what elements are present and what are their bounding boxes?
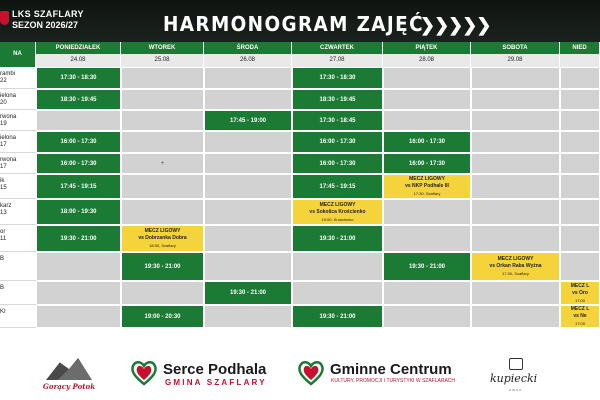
page-title: HARMONOGRAM ZAJĘĆ <box>163 12 424 36</box>
training-slot: 19:30 - 21:00 <box>204 281 292 305</box>
match-slot <box>560 281 600 305</box>
group-name: karz <box>0 203 12 209</box>
training-slot: 16:00 - 17:30 <box>292 131 383 153</box>
date-header <box>560 54 600 67</box>
training-slot: 19:30 - 21:00 <box>121 252 204 281</box>
empty-slot <box>560 153 600 174</box>
empty-slot <box>383 305 471 328</box>
match-time-place: 17:30, Szaflary <box>413 191 441 196</box>
group-name: KI <box>0 309 6 315</box>
empty-slot <box>560 225 600 252</box>
empty-slot <box>383 110 471 131</box>
match-opponent: vs Oro <box>572 289 588 296</box>
club-name: LKS SZAFLARY <box>12 9 84 19</box>
group-label <box>0 67 36 89</box>
empty-slot <box>204 153 292 174</box>
empty-slot <box>204 131 292 153</box>
training-slot: 17:30 - 18:30 <box>36 67 121 89</box>
empty-slot <box>204 67 292 89</box>
empty-slot <box>471 225 560 252</box>
group-name: rwona <box>0 114 17 120</box>
match-slot <box>560 305 600 328</box>
match-opponent: vs Sokolica Krościenko <box>309 208 366 215</box>
match-slot <box>292 199 383 225</box>
group-year: 19 <box>0 121 7 127</box>
training-slot: 16:00 - 17:30 <box>36 131 121 153</box>
empty-slot <box>560 199 600 225</box>
sponsor-name: Gorący Potok <box>42 382 96 391</box>
sponsor-subtitle: owoc <box>509 387 523 392</box>
training-slot: 19:30 - 21:00 <box>292 305 383 328</box>
training-slot: 19:30 - 21:00 <box>383 252 471 281</box>
match-time-place: 19:00, Krościenko <box>321 216 354 222</box>
first-column-header: NA <box>0 42 36 67</box>
match-slot <box>383 174 471 199</box>
date-header: 29.08 <box>471 54 560 67</box>
sponsor-goracy-potok <box>40 356 98 396</box>
day-header: PONIEDZIAŁEK <box>36 42 121 54</box>
sponsor-kupiecki <box>487 358 547 396</box>
chevrons-icon: ❯❯❯❯❯ <box>420 15 491 35</box>
group-label <box>0 281 36 305</box>
training-slot: 18:00 - 19:30 <box>36 199 121 225</box>
group-year: 17 <box>0 164 7 170</box>
group-year: 11 <box>0 236 7 242</box>
empty-slot <box>471 199 560 225</box>
empty-slot <box>204 252 292 281</box>
training-slot: 17:30 - 18:45 <box>292 110 383 131</box>
empty-slot <box>560 67 600 89</box>
training-slot: 17:45 - 19:15 <box>36 174 121 199</box>
match-label: MECZ LIGOWY <box>409 176 445 182</box>
training-slot: 18:30 - 19:45 <box>292 89 383 110</box>
group-year: 15 <box>0 185 7 191</box>
empty-slot <box>383 281 471 305</box>
match-time-place: 17:00 <box>574 297 585 303</box>
group-label <box>0 174 36 199</box>
training-slot: 18:30 - 19:45 <box>36 89 121 110</box>
day-header: ŚRODA <box>204 42 292 54</box>
match-opponent: vs Dobrzanka Dobra <box>138 235 187 241</box>
group-label <box>0 305 36 328</box>
group-name: ielona <box>0 93 17 99</box>
date-header: 24.08 <box>36 54 121 67</box>
training-slot: 16:00 - 17:30 <box>383 153 471 174</box>
group-name: B <box>0 256 5 262</box>
empty-slot <box>121 67 204 89</box>
season-label: SEZON 2026/27 <box>12 20 79 30</box>
match-label: MECZ L <box>570 282 590 289</box>
empty-slot <box>121 199 204 225</box>
empty-slot <box>204 225 292 252</box>
empty-slot <box>36 281 121 305</box>
empty-slot <box>471 174 560 199</box>
mountain-house-icon <box>46 358 92 380</box>
sponsor-subtitle: KULTURY, PROMOCJI I TURYSTYKI W SZAFLARACH <box>331 378 456 384</box>
empty-slot <box>121 281 204 305</box>
group-year: 20 <box>0 100 7 106</box>
training-slot: 16:00 - 17:30 <box>292 153 383 174</box>
empty-slot <box>121 131 204 153</box>
group-label <box>0 225 36 252</box>
day-header: NIED <box>560 42 600 54</box>
group-name: rwona <box>0 157 17 163</box>
empty-slot <box>471 305 560 328</box>
group-label <box>0 252 36 281</box>
sponsor-subtitle: GMINA SZAFLARY <box>165 378 267 387</box>
empty-slot <box>292 252 383 281</box>
training-slot: 17:45 - 19:15 <box>292 174 383 199</box>
group-name: or <box>0 229 6 235</box>
empty-slot <box>471 89 560 110</box>
day-header: PIĄTEK <box>383 42 471 54</box>
empty-slot <box>36 252 121 281</box>
empty-slot <box>204 199 292 225</box>
club-crest-icon <box>0 11 9 25</box>
empty-slot <box>471 67 560 89</box>
heart-icon <box>298 360 324 386</box>
shopping-bag-icon <box>509 358 523 370</box>
date-header: 26.08 <box>204 54 292 67</box>
match-label: MECZ L <box>570 306 590 312</box>
match-label: MECZ LIGOWY <box>144 228 181 234</box>
empty-slot <box>204 174 292 199</box>
sponsor-title: kupiecki <box>490 372 538 385</box>
group-name: B <box>0 285 5 291</box>
empty-slot <box>204 305 292 328</box>
training-slot: 16:00 - 17:30 <box>36 153 121 174</box>
empty-slot <box>121 110 204 131</box>
training-slot: 19:30 - 21:00 <box>36 225 121 252</box>
empty-slot <box>292 281 383 305</box>
empty-slot <box>383 225 471 252</box>
day-header: SOBOTA <box>471 42 560 54</box>
sponsor-title: Gminne Centrum <box>330 361 452 378</box>
group-name: ielona <box>0 135 17 141</box>
group-year: 13 <box>0 210 7 216</box>
empty-slot <box>471 110 560 131</box>
date-header: 25.08 <box>121 54 204 67</box>
empty-slot <box>36 110 121 131</box>
training-slot: 19:00 - 20:30 <box>121 305 204 328</box>
match-time-place: 17:00 <box>574 321 585 326</box>
match-opponent: vs Orkan Raba Wyżna <box>489 263 542 269</box>
sponsor-footer <box>0 352 600 400</box>
empty-slot <box>560 131 600 153</box>
day-header: WTOREK <box>121 42 204 54</box>
training-slot: 17:45 - 19:00 <box>204 110 292 131</box>
header-banner <box>0 0 600 42</box>
group-year: 22 <box>0 78 7 84</box>
empty-slot <box>471 281 560 305</box>
training-slot: 19:30 - 21:00 <box>292 225 383 252</box>
group-year: 17 <box>0 142 7 148</box>
match-opponent: vs Ne <box>573 313 587 319</box>
match-slot <box>471 252 560 281</box>
empty-slot <box>383 67 471 89</box>
group-name: rambi <box>0 71 16 77</box>
match-slot <box>121 225 204 252</box>
empty-slot <box>121 89 204 110</box>
match-time-place: 17:00, Szaflary <box>502 271 529 276</box>
group-label <box>0 153 36 174</box>
empty-slot <box>383 199 471 225</box>
sponsor-title: Serce Podhala <box>163 361 267 378</box>
training-slot: 17:30 - 18:30 <box>292 67 383 89</box>
empty-slot <box>560 89 600 110</box>
match-opponent: vs NKP Podhale III <box>405 183 449 189</box>
group-label <box>0 131 36 153</box>
empty-slot: + <box>121 153 204 174</box>
date-header: 27.08 <box>292 54 383 67</box>
match-label: MECZ LIGOWY <box>497 256 534 262</box>
empty-slot <box>560 110 600 131</box>
empty-slot <box>560 174 600 199</box>
match-time-place: 18:00, Szaflary <box>149 243 176 248</box>
group-label <box>0 89 36 110</box>
group-label <box>0 110 36 131</box>
empty-slot <box>471 131 560 153</box>
group-label <box>0 199 36 225</box>
heart-icon <box>131 360 157 386</box>
empty-slot <box>121 174 204 199</box>
empty-slot <box>560 252 600 281</box>
day-header: CZWARTEK <box>292 42 383 54</box>
empty-slot <box>383 89 471 110</box>
empty-slot <box>204 89 292 110</box>
schedule-table <box>0 42 600 352</box>
date-header: 28.08 <box>383 54 471 67</box>
group-name: ik <box>0 178 5 184</box>
match-label: MECZ LIGOWY <box>319 201 356 208</box>
empty-slot <box>471 153 560 174</box>
training-slot: 16:00 - 17:30 <box>383 131 471 153</box>
empty-slot <box>36 305 121 328</box>
